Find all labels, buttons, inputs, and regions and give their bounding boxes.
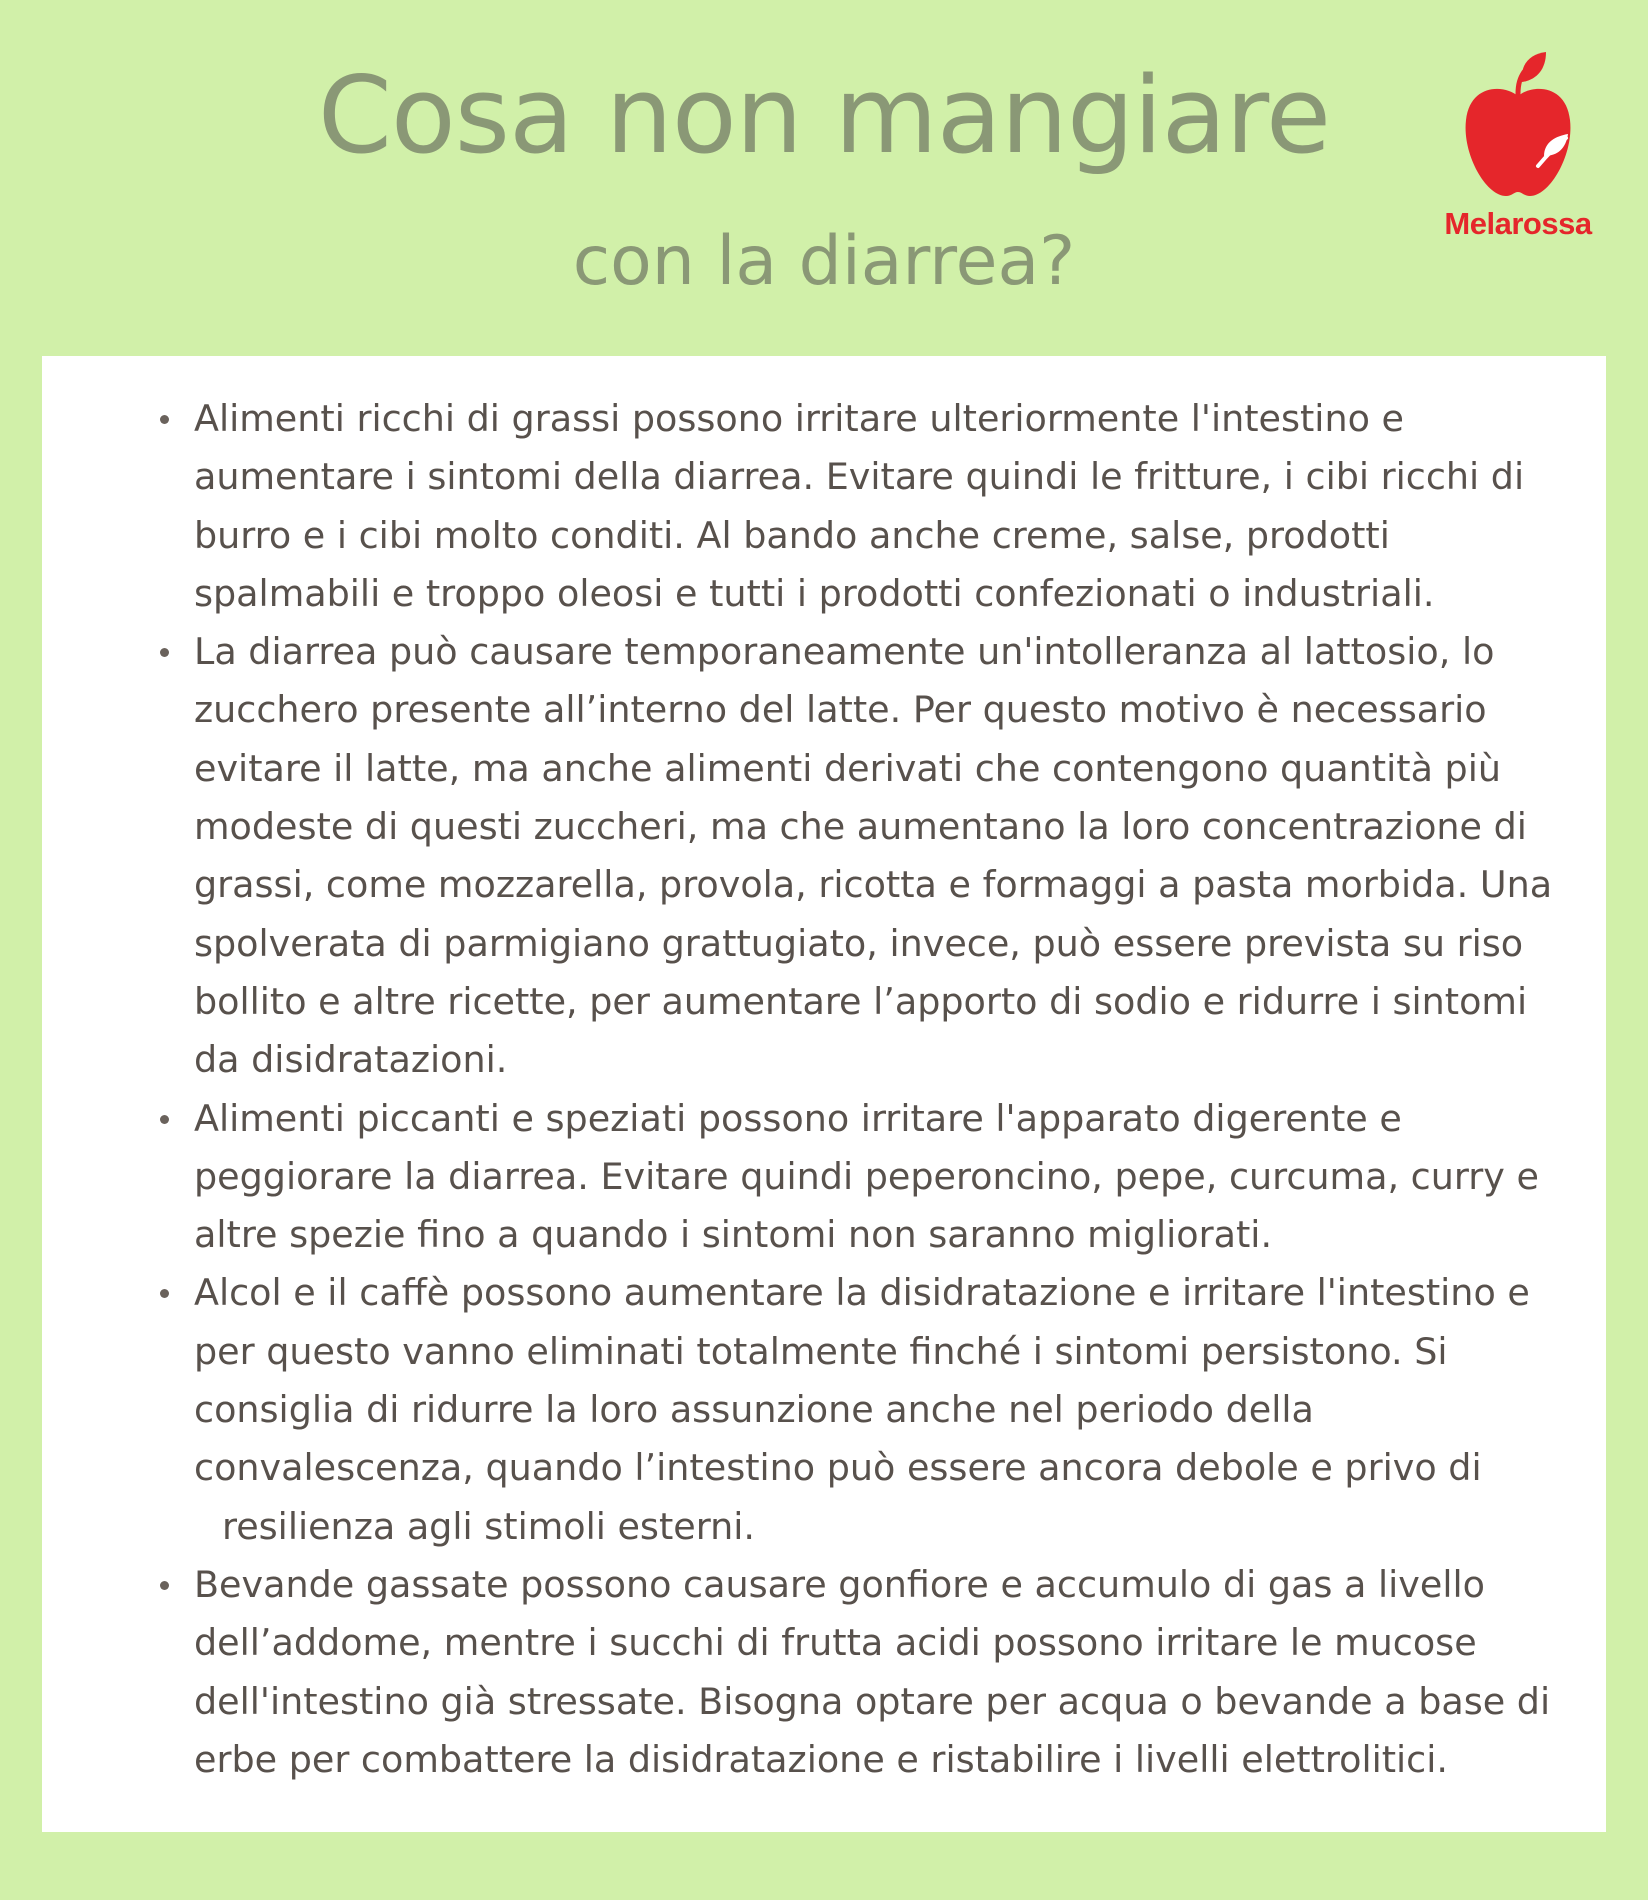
header [0, 0, 1648, 356]
list-item [152, 1090, 1572, 1265]
text-line: aumentare i sintomi della diarrea. Evitare quindi le fritture, i cibi ricchi di [194, 455, 1525, 499]
text-line: modeste di questi zuccheri, ma che aumentano la loro concentrazione di [194, 805, 1527, 849]
text-line: evitare il latte, ma anche alimenti derivati che contengono quantità più [194, 746, 1501, 790]
list-item [152, 623, 1572, 1089]
list-item [152, 1264, 1572, 1555]
bullet-list [152, 390, 1572, 1789]
text-line: convalescenza, quando l’intestino può essere ancora debole e privo di [194, 1446, 1482, 1490]
content-card [42, 356, 1606, 1832]
text-line: Alcol e il caffè possono aumentare la disidratazione e irritare l'intestino e [194, 1271, 1530, 1315]
text-line: grassi, come mozzarella, provola, ricotta e formaggi a pasta morbida. Una [194, 863, 1553, 907]
bullet-icon [160, 1115, 169, 1124]
text-line: Alimenti ricchi di grassi possono irritare ulteriormente l'intestino e [194, 397, 1404, 440]
text-line: dell'intestino già stressate. Bisogna optare per acqua o bevande a base di [194, 1679, 1551, 1723]
bullet-icon [160, 415, 169, 424]
text-line: spolverata di parmigiano grattugiato, invece, può essere prevista su riso [194, 921, 1524, 965]
text-line: resilienza agli stimoli esterni. [222, 1504, 755, 1548]
text-line: consiglia di ridurre la loro assunzione anche nel periodo della [194, 1388, 1314, 1432]
list-item [152, 390, 1572, 623]
list-item [152, 1556, 1572, 1789]
text-line: erbe per combattere la disidratazione e ristabilire i livelli elettrolitici. [194, 1737, 1448, 1781]
page-title: Cosa non mangiare [317, 54, 1331, 177]
bullet-icon [160, 648, 169, 657]
brand-name: Melarossa [1444, 206, 1592, 241]
text-line: zucchero presente all’interno del latte. Per questo motivo è necessario [194, 688, 1487, 732]
text-line: Bevande gassate possono causare gonfiore e accumulo di gas a livello [194, 1562, 1485, 1606]
text-line: dell’addome, mentre i succhi di frutta acidi possono irritare le mucose [194, 1621, 1477, 1665]
brand-logo [1418, 50, 1618, 250]
text-line: da disidratazioni. [194, 1038, 508, 1082]
page-subtitle: con la diarrea? [572, 222, 1076, 301]
text-line: altre spezie fino a quando i sintomi non saranno migliorati. [194, 1213, 1273, 1257]
text-line: burro e i cibi molto conditi. Al bando anche creme, salse, prodotti [194, 513, 1390, 557]
text-line: Alimenti piccanti e speziati possono irritare l'apparato digerente e [194, 1096, 1402, 1140]
text-line: spalmabili e troppo oleosi e tutti i prodotti confezionati o industriali. [194, 571, 1435, 615]
apple-icon [1460, 50, 1576, 200]
text-line: La diarrea può causare temporaneamente un'intolleranza al lattosio, lo [194, 630, 1495, 674]
text-line: peggiorare la diarrea. Evitare quindi peperoncino, pepe, curcuma, curry e [194, 1154, 1539, 1198]
text-line: bollito e altre ricette, per aumentare l’apporto di sodio e ridurre i sintomi [194, 979, 1528, 1023]
text-line: per questo vanno eliminati totalmente finché i sintomi persistono. Si [194, 1329, 1448, 1373]
bullet-icon [160, 1581, 169, 1590]
bullet-icon [160, 1289, 169, 1298]
